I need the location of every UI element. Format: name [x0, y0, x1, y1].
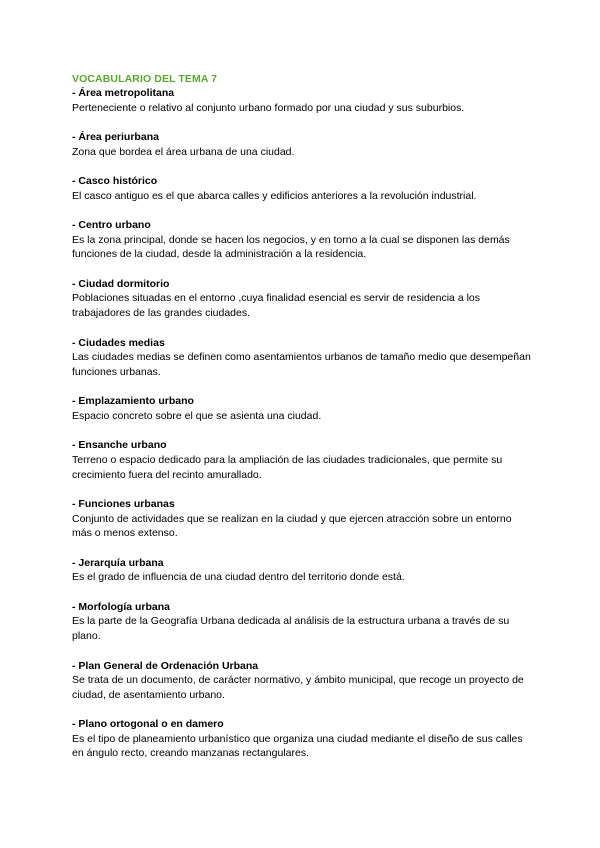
glossary-term: - Ciudad dormitorio	[72, 277, 170, 290]
glossary-term: - Casco histórico	[72, 175, 158, 188]
glossary-entry	[72, 218, 532, 262]
glossary-term: - Emplazamiento urbano	[72, 395, 194, 408]
glossary-definition: Es la parte de la Geografía Urbana dedicada al análisis de la estructura urbana a través de su plano.	[72, 615, 510, 642]
glossary-entry	[72, 438, 532, 482]
glossary-definition: Es el grado de influencia de una ciudad dentro del territorio donde está.	[72, 571, 405, 584]
glossary-term: - Ensanche urbano	[72, 439, 167, 452]
glossary-definition: Poblaciones situadas en el entorno ,cuya finalidad esencial es servir de residencia a los trabajadores de las grandes ciudades.	[72, 292, 480, 320]
glossary-term: - Morfología urbana	[72, 600, 170, 613]
glossary-term: - Área metropolitana	[72, 87, 175, 99]
glossary-definition: Las ciudades medias se definen como asentamientos urbanos de tamaño medio que desempeñan funciones urbanas.	[72, 351, 531, 378]
glossary-entry	[72, 600, 532, 644]
glossary-definition: Conjunto de actividades que se realizan en la ciudad y que ejercen atracción sobre un entorno más o menos extenso.	[72, 512, 512, 540]
glossary-definition: Se trata de un documento, de carácter normativo, y ámbito municipal, que recoge un proyecto de ciudad, de asentamiento urbano.	[72, 674, 524, 701]
glossary-definition: Perteneciente o relativo al conjunto urbano formado por una ciudad y sus suburbios.	[72, 101, 465, 114]
glossary-entry	[72, 336, 532, 380]
glossary-entry	[72, 717, 532, 761]
glossary-entry	[72, 130, 532, 159]
glossary-term: - Plan General de Ordenación Urbana	[72, 659, 259, 672]
document-title: VOCABULARIO DEL TEMA 7	[72, 73, 218, 85]
glossary-term: - Plano ortogonal o en damero	[72, 718, 224, 731]
glossary-entry	[72, 497, 532, 541]
glossary-term: - Área periurbana	[72, 131, 159, 144]
glossary-term: - Jerarquía urbana	[72, 556, 164, 569]
glossary-definition: El casco antiguo es el que abarca calles y edificios anteriores a la revolución industrial.	[72, 189, 477, 202]
glossary-entry	[72, 174, 532, 203]
glossary-definition: Terreno o espacio dedicado para la ampliación de las ciudades tradicionales, que permite su crecimiento fuera del recinto amurallado.	[72, 453, 503, 481]
glossary-entry	[72, 659, 532, 703]
glossary-definition: Es el tipo de planeamiento urbanístico que organiza una ciudad mediante el diseño de sus calles en ángulo recto, creando manzanas rectangulares.	[72, 732, 523, 760]
glossary-entry	[72, 277, 532, 321]
glossary-definition: Es la zona principal, donde se hacen los negocios, y en torno a la cual se disponen las demás funciones de la ciudad, desde la administración a la residencia.	[72, 233, 510, 261]
glossary-entry	[72, 556, 532, 585]
glossary-entry	[72, 394, 532, 423]
glossary-term: - Ciudades medias	[72, 336, 165, 349]
glossary-entry	[72, 86, 532, 115]
document-page	[72, 72, 532, 776]
glossary-definition: Zona que bordea el área urbana de una ciudad.	[72, 145, 295, 158]
glossary-term: - Centro urbano	[72, 219, 151, 232]
glossary-term: - Funciones urbanas	[72, 498, 175, 511]
glossary-definition: Espacio concreto sobre el que se asienta una ciudad.	[72, 409, 322, 422]
